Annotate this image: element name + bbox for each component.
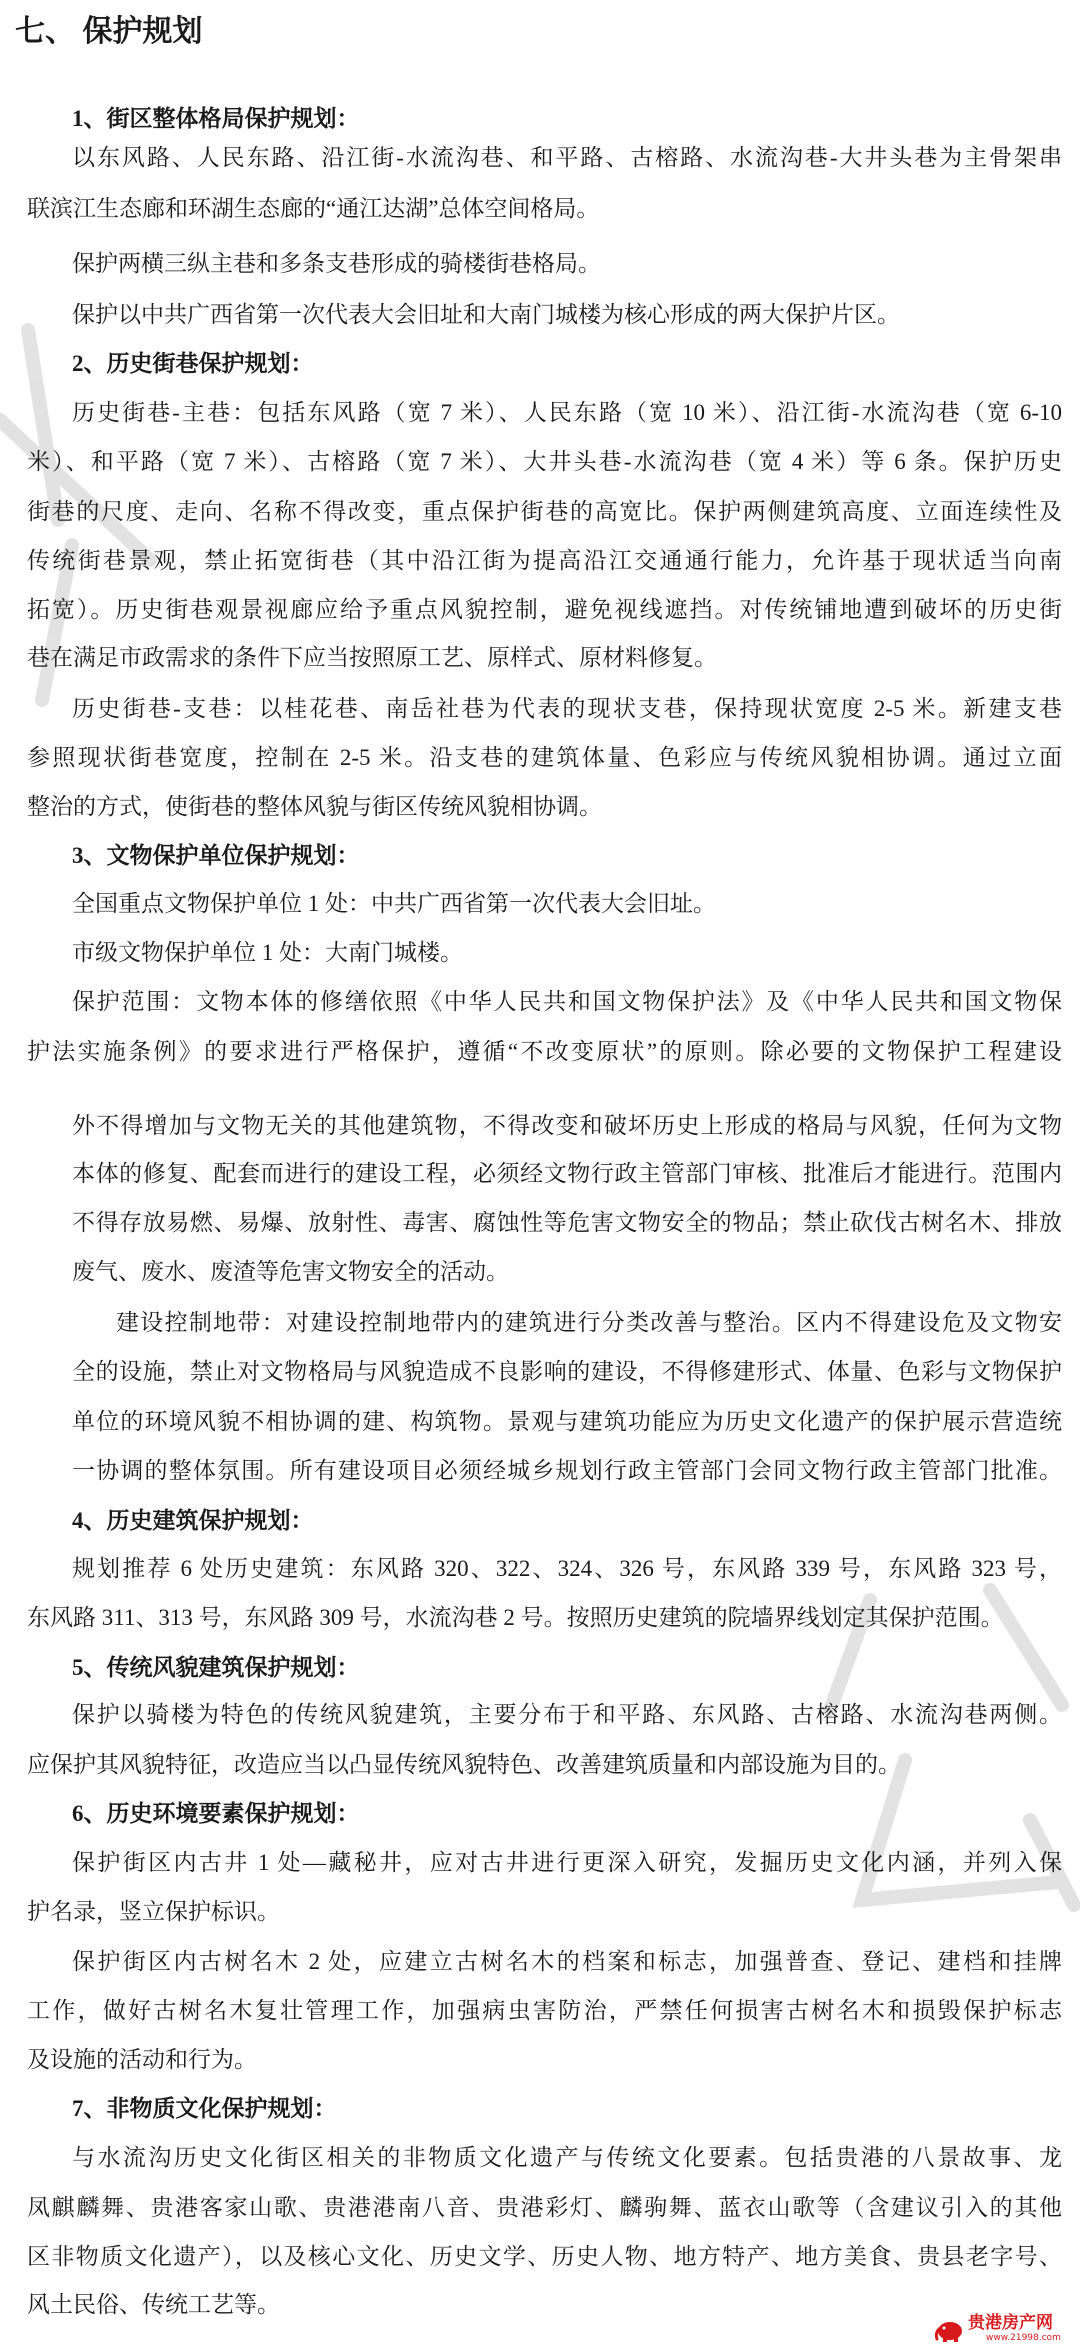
body-line: 本体的修复、配套而进行的建设工程，必须经文物行政主管部门审核、批准后才能进行。范围内 <box>72 1161 1062 1186</box>
body-line: 市级文物保护单位 1 处：大南门城楼。 <box>72 940 463 965</box>
body-line: 区非物质文化遗产），以及核心文化、历史文学、历史人物、地方特产、地方美食、贵县老字号、 <box>27 2244 1062 2269</box>
body-line: 外不得增加与文物无关的其他建筑物，不得改变和破坏历史上形成的格局与风貌，任何为文物 <box>72 1113 1062 1138</box>
body-line: 保护范围：文物本体的修缮依照《中华人民共和国文物保护法》及《中华人民共和国文物保 <box>72 989 1062 1014</box>
section-heading: 5、传统风貌建筑保护规划： <box>72 1655 360 1680</box>
section-heading: 3、文物保护单位保护规划： <box>72 843 360 868</box>
body-line: 街巷的尺度、走向、名称不得改变，重点保护街巷的高宽比。保护两侧建筑高度、立面连续性及 <box>27 499 1062 524</box>
body-line: 保护街区内古树名木 2 处，应建立古树名木的档案和标志，加强普查、登记、建档和挂牌 <box>72 1949 1062 1974</box>
body-line: 护法实施条例》的要求进行严格保护，遵循“不改变原状”的原则。除必要的文物保护工程建设 <box>27 1039 1062 1064</box>
body-line: 巷在满足市政需求的条件下应当按照原工艺、原样式、原材料修复。 <box>27 645 717 670</box>
body-line: 以东风路、人民东路、沿江街-水流沟巷、和平路、古榕路、水流沟巷-大井头巷为主骨架串 <box>72 145 1062 170</box>
body-line: 保护街区内古井 1 处—藏秘井，应对古井进行更深入研究，发掘历史文化内涵，并列入保 <box>72 1850 1062 1875</box>
body-line: 传统街巷景观，禁止拓宽街巷（其中沿江街为提高沿江交通通行能力，允许基于现状适当向南 <box>27 548 1062 573</box>
body-line: 历史街巷-支巷：以桂花巷、南岳社巷为代表的现状支巷，保持现状宽度 2-5 米。新建支巷 <box>72 696 1062 721</box>
body-line: 不得存放易燃、易爆、放射性、毒害、腐蚀性等危害文物安全的物品；禁止砍伐古树名木、排放 <box>72 1210 1062 1235</box>
body-line: 一协调的整体氛围。所有建设项目必须经城乡规划行政主管部门会同文物行政主管部门批准。 <box>72 1458 1062 1483</box>
watermark-url: www.21998.com <box>986 2333 1061 2343</box>
body-line: 及设施的活动和行为。 <box>27 2047 257 2072</box>
body-line: 与水流沟历史文化街区相关的非物质文化遗产与传统文化要素。包括贵港的八景故事、龙 <box>72 2145 1062 2170</box>
body-line: 凤麒麟舞、贵港客家山歌、贵港港南八音、贵港彩灯、麟驹舞、蓝衣山歌等（含建议引入的其他 <box>27 2195 1062 2220</box>
body-line: 全国重点文物保护单位 1 处：中共广西省第一次代表大会旧址。 <box>72 891 716 916</box>
body-line: 建设控制地带：对建设控制地带内的建筑进行分类改善与整治。区内不得建设危及文物安 <box>116 1310 1062 1335</box>
section-heading: 1、街区整体格局保护规划： <box>72 106 360 131</box>
section-heading: 7、非物质文化保护规划： <box>72 2096 337 2121</box>
body-line: 保护以中共广西省第一次代表大会旧址和大南门城楼为核心形成的两大保护片区。 <box>72 302 900 327</box>
page-title: 七、 保护规划 <box>15 15 203 48</box>
section-heading: 2、历史街巷保护规划： <box>72 351 314 376</box>
body-line: 护名录，竖立保护标识。 <box>27 1899 280 1924</box>
body-line: 联滨江生态廊和环湖生态廊的“通江达湖”总体空间格局。 <box>27 196 600 221</box>
body-line: 规划推荐 6 处历史建筑：东风路 320、322、324、326 号，东风路 339 号，东风路 323 号， <box>72 1556 1062 1581</box>
body-line: 废气、废水、废渣等危害文物安全的活动。 <box>72 1259 509 1284</box>
body-line: 东风路 311、313 号，东风路 309 号，水流沟巷 2 号。按照历史建筑的院墙界线划定其保护范围。 <box>27 1605 1004 1630</box>
body-line: 风土民俗、传统工艺等。 <box>27 2292 280 2317</box>
section-heading: 6、历史环境要素保护规划： <box>72 1801 360 1826</box>
site-logo-icon <box>934 2317 964 2343</box>
body-line: 全的设施，禁止对文物格局与风貌造成不良影响的建设，不得修建形式、体量、色彩与文物保护 <box>72 1359 1062 1384</box>
body-line: 米）、和平路（宽 7 米）、古榕路（宽 7 米）、大井头巷-水流沟巷（宽 4 米）等 6 条。保护历史 <box>27 449 1062 474</box>
body-line: 整治的方式，使街巷的整体风貌与街区传统风貌相协调。 <box>27 794 602 819</box>
body-line: 保护两横三纵主巷和多条支巷形成的骑楼街巷格局。 <box>72 251 601 276</box>
body-line: 拓宽）。历史街巷观景视廊应给予重点风貌控制，避免视线遮挡。对传统铺地遭到破坏的历史街 <box>27 597 1062 622</box>
body-line: 保护以骑楼为特色的传统风貌建筑，主要分布于和平路、东风路、古榕路、水流沟巷两侧。 <box>72 1702 1062 1727</box>
body-line: 工作，做好古树名木复壮管理工作，加强病虫害防治，严禁任何损害古树名木和损毁保护标志 <box>27 1998 1062 2023</box>
body-line: 历史街巷-主巷：包括东风路（宽 7 米）、人民东路（宽 10 米）、沿江街-水流沟巷（宽 6-10 <box>72 400 1062 425</box>
body-line: 应保护其风貌特征，改造应当以凸显传统风貌特色、改善建筑质量和内部设施为目的。 <box>27 1752 901 1777</box>
body-line: 单位的环境风貌不相协调的建、构筑物。景观与建筑功能应为历史文化遗产的保护展示营造统 <box>72 1409 1062 1434</box>
body-line: 参照现状街巷宽度，控制在 2-5 米。沿支巷的建筑体量、色彩应与传统风貌相协调。通过立面 <box>27 745 1062 770</box>
section-heading: 4、历史建筑保护规划： <box>72 1508 314 1533</box>
watermark-site-name: 贵港房产网 <box>968 2313 1053 2333</box>
